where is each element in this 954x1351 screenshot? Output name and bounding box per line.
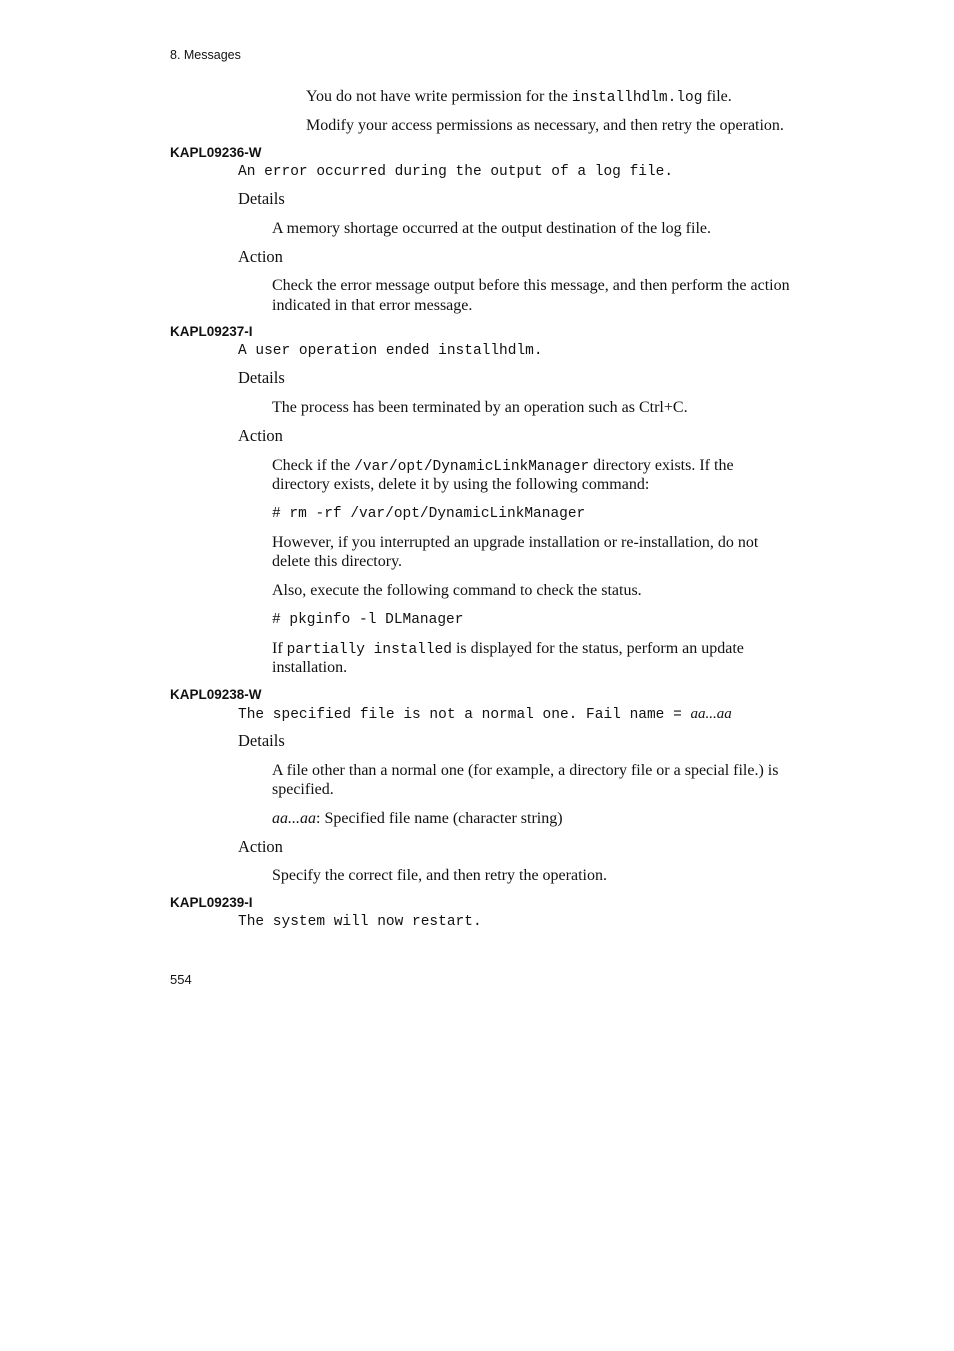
- variable-description: [272, 809, 563, 828]
- however-line-1: However, if you interrupted an upgrade installation or re-installation, do not: [272, 534, 759, 551]
- message-text-09236: An error occurred during the output of a log file.: [238, 164, 674, 180]
- action-text: Specify the correct file, and then retry the operation.: [272, 867, 607, 884]
- action-label: Action: [238, 247, 283, 266]
- message-id-09239: KAPL09239-I: [170, 895, 253, 910]
- action-check-line-1: [272, 456, 734, 477]
- directory-path: /var/opt/DynamicLinkManager: [354, 459, 590, 475]
- message-id-09237: KAPL09237-I: [170, 324, 253, 339]
- message-variable: aa...aa: [690, 706, 732, 722]
- command-pkginfo: # pkginfo -l DLManager: [272, 612, 464, 628]
- check-text-end: directory exists. If the: [589, 457, 734, 474]
- intro-line-1: [306, 87, 732, 108]
- message-text-09238: [238, 706, 732, 723]
- check-text: Check if the: [272, 457, 355, 474]
- variable-name: aa...aa: [272, 810, 316, 827]
- action-text-line-1: Check the error message output before this message, and then perform the action: [272, 277, 790, 294]
- details-label: Details: [238, 731, 285, 750]
- message-text-09239: The system will now restart.: [238, 914, 482, 930]
- if-text: If: [272, 640, 287, 657]
- command-rm: # rm -rf /var/opt/DynamicLinkManager: [272, 506, 586, 522]
- however-line-2: delete this directory.: [272, 553, 403, 570]
- if-text-end: is displayed for the status, perform an update: [451, 640, 744, 657]
- intro-text-end: file.: [702, 88, 732, 105]
- status-value: partially installed: [286, 642, 452, 658]
- action-check-line-2: directory exists, delete it by using the following command:: [272, 476, 650, 493]
- intro-text: You do not have write permission for the: [306, 88, 572, 105]
- action-label: Action: [238, 426, 283, 445]
- message-id-09238: KAPL09238-W: [170, 687, 262, 702]
- also-text: Also, execute the following command to check the status.: [272, 582, 642, 599]
- details-text: A memory shortage occurred at the output destination of the log file.: [272, 220, 711, 237]
- intro-filename: installhdlm.log: [571, 90, 703, 106]
- action-label: Action: [238, 837, 283, 856]
- details-line-1: A file other than a normal one (for example, a directory file or a special file.) is: [272, 762, 779, 779]
- details-label: Details: [238, 189, 285, 208]
- if-line-1: [272, 639, 744, 660]
- variable-desc-text: : Specified file name (character string): [316, 810, 563, 827]
- running-header: 8. Messages: [170, 48, 241, 62]
- details-line-2: specified.: [272, 781, 334, 798]
- message-id-09236: KAPL09236-W: [170, 145, 262, 160]
- action-text-line-2: indicated in that error message.: [272, 297, 473, 314]
- page-number: 554: [170, 972, 192, 987]
- message-text: The specified file is not a normal one. Fail name =: [238, 707, 691, 723]
- details-label: Details: [238, 368, 285, 387]
- details-text: The process has been terminated by an operation such as Ctrl+C.: [272, 399, 688, 416]
- intro-line-2: Modify your access permissions as necessary, and then retry the operation.: [306, 117, 784, 134]
- if-line-2: installation.: [272, 659, 348, 676]
- message-text-09237: A user operation ended installhdlm.: [238, 343, 543, 359]
